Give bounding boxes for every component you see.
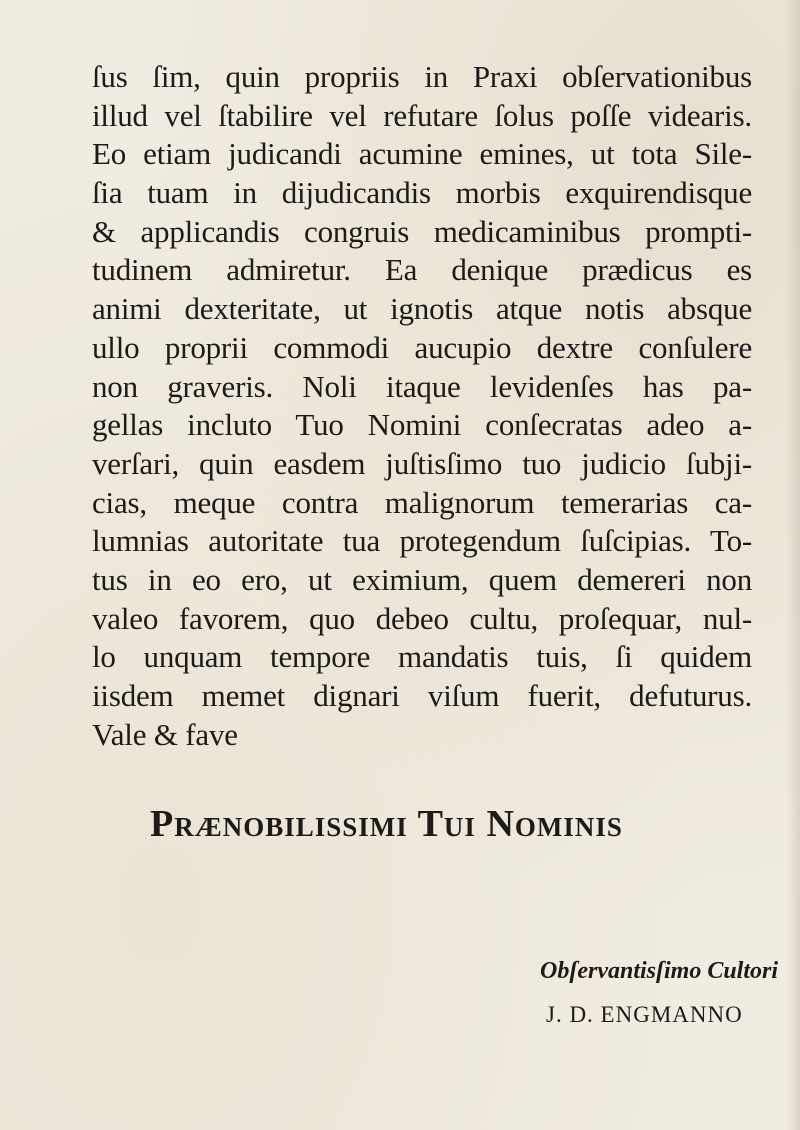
letter-line: animi dexteritate, ut ignotis atque notis absque (92, 291, 752, 327)
letter-line: ſia tuam in dijudicandis morbis exquirendisque (92, 175, 752, 211)
letter-line: & applicandis congruis medicaminibus prompti- (92, 213, 752, 249)
letter-line: tus in eo ero, ut eximium, quem demereri non (92, 561, 752, 597)
letter-line: valeo favorem, quo debeo cultu, proſequar, nul- (92, 600, 752, 636)
letter-line: verſari, quin easdem juſtisſimo tuo judicio ſubji- (92, 445, 752, 481)
letter-line: ullo proprii commodi aucupio dextre conſulere (92, 329, 752, 365)
letter-line: Vale & fave (92, 716, 238, 752)
closing-phrase: Obſervantisſimo Cultori (540, 958, 779, 984)
letter-line: gellas incluto Tuo Nomini conſecratas adeo a- (92, 407, 752, 443)
dedication-heading: Prænobilissimi Tui Nominis (150, 803, 623, 845)
letter-line: lumnias autoritate tua protegendum ſuſcipias. To- (92, 523, 752, 559)
page-edge-shadow (786, 0, 800, 1130)
letter-line: lo unquam tempore mandatis tuis, ſi quidem (92, 639, 752, 675)
letter-line: Eo etiam judicandi acumine emines, ut tota Sile- (92, 136, 752, 172)
author-signature: J. D. ENGMANNO (546, 1002, 743, 1027)
letter-line: illud vel ſtabilire vel refutare ſolus poſſe videaris. (92, 97, 752, 133)
letter-line: ſus ſim, quin propriis in Praxi obſervationibus (92, 59, 752, 94)
letter-body (92, 58, 752, 754)
letter-line: iisdem memet dignari viſum fuerit, defuturus. (92, 678, 752, 713)
letter-line: tudinem admiretur. Ea denique prædicus es (92, 252, 752, 288)
letter-line: non graveris. Noli itaque levidenſes has pa- (92, 368, 752, 404)
letter-line: cias, meque contra malignorum temerarias ca- (92, 484, 752, 520)
